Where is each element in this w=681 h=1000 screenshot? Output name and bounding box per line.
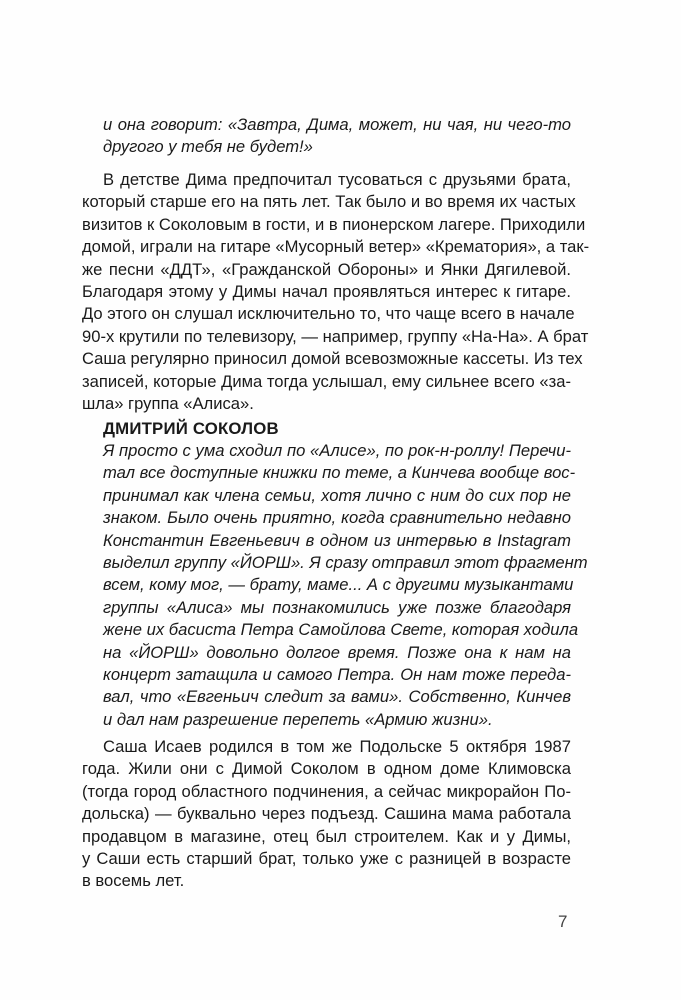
text-line: До этого он слушал исключительно то, что чаще всего в начале	[82, 304, 575, 324]
speaker-quote	[82, 440, 588, 731]
text-line: концерт затащила и самого Петра. Он нам тоже переда-	[103, 665, 571, 685]
text-line: и она говорит: «Завтра, Дима, может, ни чая, ни чего-то	[103, 115, 571, 134]
text-line: Саша Исаев родился в том же Подольске 5 октября 1987	[103, 737, 571, 756]
text-line: принимал как члена семьи, хотя лично с ним до сих пор не	[103, 485, 571, 505]
text-line: тал все доступные книжки по теме, а Кинчева вообще вос-	[103, 463, 576, 483]
text-line: же песни «ДДТ», «Гражданской Обороны» и Янки Дягилевой.	[82, 259, 571, 279]
paragraph	[82, 736, 571, 893]
text-line: дольска) — буквально через подъезд. Сашина мама работала	[82, 804, 571, 824]
text-line: года. Жили они с Димой Соколом в одном доме Климовска	[82, 759, 571, 779]
text-line: у Саши есть старший брат, только уже с разницей в возрасте	[82, 849, 571, 869]
paragraph-text	[82, 736, 571, 893]
text-line: знаком. Было очень приятно, когда сравнительно недавно	[103, 508, 571, 528]
text-line: в восемь лет.	[82, 871, 185, 891]
text-line: (тогда город областного подчинения, а сейчас микрорайон По-	[82, 781, 571, 801]
speaker-heading: ДМИТРИЙ СОКОЛОВ	[103, 419, 279, 438]
quote-text	[82, 114, 571, 159]
text-line: на «ЙОРШ» довольно долгое время. Позже она к нам на	[103, 642, 571, 662]
text-line: продавцом в магазине, отец был строителем. Как и у Димы,	[82, 826, 571, 846]
text-line: визитов к Соколовым в гости, и в пионерском лагере. Приходили	[82, 214, 586, 234]
text-line: выделил группу «ЙОРШ». Я сразу отправил этот фрагмент	[103, 553, 588, 573]
text-line: В детстве Дима предпочитал тусоваться с друзьями брата,	[103, 170, 571, 189]
text-line: домой, играли на гитаре «Мусорный ветер» «Крематория», а так-	[82, 237, 590, 257]
text-line: Благодаря этому у Димы начал проявляться интерес к гитаре.	[82, 282, 571, 302]
text-line: 90-х крутили по телевизору, — например, группу «На-На». А брат	[82, 326, 589, 346]
text-line: другого у тебя не будет!»	[103, 137, 313, 157]
paragraph-text	[82, 169, 590, 415]
text-line: записей, которые Дима тогда услышал, ему сильнее всего «за-	[82, 371, 571, 391]
text-line: группы «Алиса» мы познакомились уже позже благодаря	[103, 597, 571, 617]
text-line: шла» группа «Алиса».	[82, 394, 254, 414]
text-line: Константин Евгеньевич в одном из интервью в Instagram	[103, 530, 571, 550]
text-line: Я просто с ума сходил по «Алисе», по рок-н-роллу! Перечи-	[103, 441, 571, 460]
text-line: жене их басиста Петра Самойлова Свете, которая ходила	[103, 620, 579, 640]
speaker-heading-block	[82, 418, 571, 440]
text-line: Саша регулярно приносил домой всевозможные кассеты. Из тех	[82, 349, 583, 369]
text-line: вал, что «Евгеньич следит за вами». Собственно, Кинчев	[103, 687, 571, 707]
page-number: 7	[558, 912, 568, 931]
text-line: и дал нам разрешение перепеть «Армию жизни».	[103, 709, 493, 729]
text-line: который старше его на пять лет. Так было и во время их частых	[82, 192, 576, 212]
text-line: всем, кому мог, — брату, маме... А с другими музыкантами	[103, 575, 574, 595]
quote-text	[82, 440, 588, 731]
quote-continuation	[82, 114, 571, 159]
paragraph	[82, 169, 590, 415]
